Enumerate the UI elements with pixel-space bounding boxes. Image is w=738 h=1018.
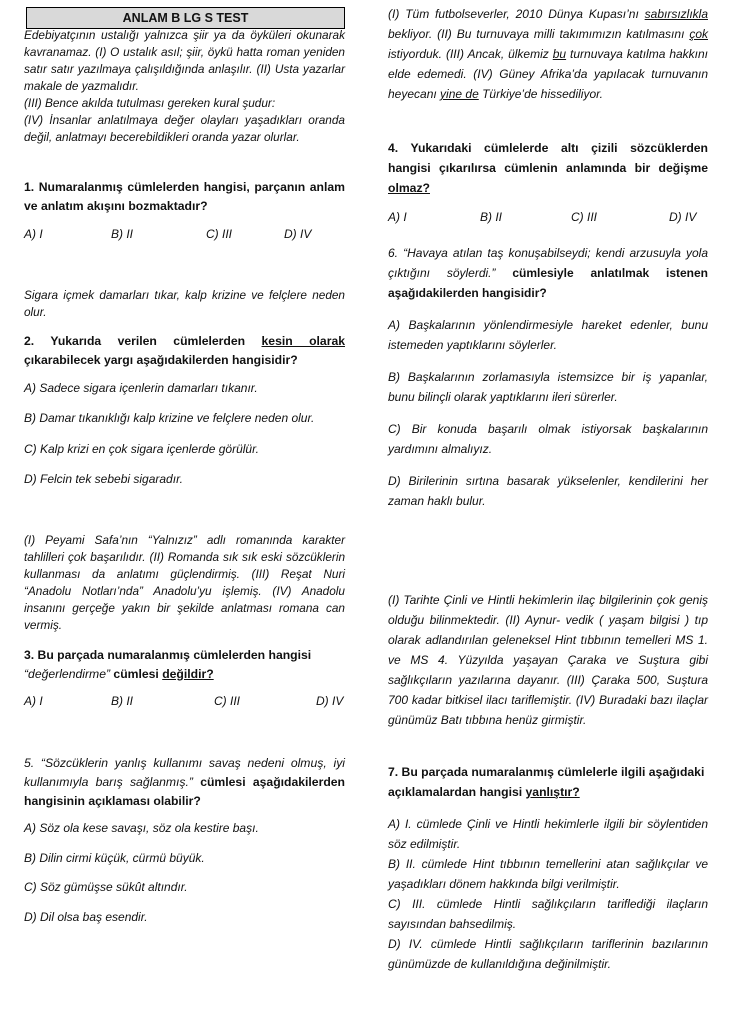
- question-3-line1: 3. Bu parçada numaralanmış cümlelerden hangisi: [24, 648, 312, 662]
- question-1-options: [24, 227, 345, 247]
- passage-4-part1: (I) Tüm futbolseverler, 2010 Dünya Kupası’nı: [388, 7, 645, 21]
- passage-4-underline-2: çok: [689, 27, 708, 41]
- question-6-option-d[interactable]: D) Birilerinin sırtına basarak yükselenler, kendilerini her zaman haklı bulur.: [388, 474, 708, 508]
- question-3-option-d[interactable]: D) IV: [316, 694, 344, 708]
- question-4-option-d[interactable]: D) IV: [669, 210, 697, 224]
- question-6-option-b[interactable]: B) Başkalarının zorlamasıyla istemsizce bir iş yapanlar, bunu bilinçli olarak yaptıklarını ileri sürerler.: [388, 370, 708, 404]
- question-2-prefix: 2. Yukarıda verilen cümlelerden: [24, 334, 262, 348]
- passage-4-part3: istiyorduk. (III) Ancak, ülkemiz: [388, 47, 553, 61]
- question-3-quote: “değerlendirme”: [24, 667, 111, 681]
- question-6-option-a[interactable]: A) Başkalarının yönlendirmesiyle hareket edenler, bunu istemeden yaptıklarını söylerler.: [388, 318, 708, 352]
- passage-1: [24, 27, 345, 146]
- question-2-underlined: kesin olarak: [261, 334, 346, 348]
- question-2-option-b[interactable]: B) Damar tıkanıklığı kalp krizine ve felçlere neden olur.: [24, 411, 315, 425]
- question-4-underlined: olmaz?: [388, 181, 430, 195]
- passage-3: (I) Peyami Safa’nın “Yalnızız” adlı romanında karakter tahlilleri çok başarılıdır. (II) Romanda sık sık eski sözcüklerin kullanması da anlatımı güçlendirmiş. (III) Reşat Nuri “Anadolu Notları’nda” Anadolu’yu işlemiş. (IV) Anadolu insanını gerçeğe yakın bir şekilde anlatması romana can vermiş.: [24, 533, 345, 632]
- question-4-option-c[interactable]: C) III: [571, 210, 597, 224]
- question-4-body: 4. Yukarıdaki cümlelerde altı çizili sözcüklerden hangisi çıkarılırsa cümlenin anlamında bir değişme: [388, 141, 708, 175]
- question-2-option-c[interactable]: C) Kalp krizi en çok sigara içenlerde görülür.: [24, 442, 259, 456]
- question-3-option-a[interactable]: A) I: [24, 694, 43, 708]
- question-2-option-d[interactable]: D) Felcin tek sebebi sigaradır.: [24, 472, 183, 486]
- question-5-option-b[interactable]: B) Dilin cirmi küçük, cürmü büyük.: [24, 851, 205, 865]
- question-2-option-a[interactable]: A) Sadece sigara içenlerin damarları tıkanır.: [24, 381, 258, 395]
- passage-4-underline-4: yine de: [440, 87, 479, 101]
- question-6-text: [388, 243, 708, 303]
- question-7-option-a[interactable]: A) I. cümlede Çinli ve Hintli hekimlerle ilgili bir söylentiden söz edilmiştir.: [388, 817, 708, 851]
- question-1-option-a[interactable]: A) I: [24, 227, 43, 241]
- question-2-text: [24, 332, 345, 370]
- question-3-option-b[interactable]: B) II: [111, 694, 134, 708]
- question-1-option-d[interactable]: D) IV: [284, 227, 312, 241]
- sentence-2: Sigara içmek damarları tıkar, kalp krizine ve felçlere neden olur.: [24, 288, 345, 319]
- question-3-underlined: değildir?: [162, 667, 214, 681]
- question-5-text: [24, 754, 345, 811]
- passage-1-end: (IV) İnsanlar anlatılmaya değer olayları yaşadıkları oranda değil, anlatmayı becerebildikleri oranda yazar olurlar.: [24, 113, 345, 144]
- question-7-body: 7. Bu parçada numaralanmış cümlelerle ilgili aşağıdaki açıklamalardan hangisi: [388, 765, 705, 799]
- question-1-text: 1. Numaralanmış cümlelerden hangisi, parçanın anlam ve anlatım akışını bozmaktadır?: [24, 180, 345, 213]
- question-3-options: [24, 694, 345, 714]
- question-6-option-c[interactable]: C) Bir konuda başarılı olmak istiyorsak başkalarının yardımını almalıyız.: [388, 422, 708, 456]
- passage-7: (I) Tarihte Çinli ve Hintli hekimlerin ilaç bilgilerinin çok geniş olduğu bilinmektedir. (II) Aynur- vedik ( yaşam bilgisi ) tıp olarak adlandırılan geleneksel Hint tıbbının temelleri MS 1. ve MS 4. Yüzyılda yaşayan Çaraka ve Suştura gibi sağlıkçıların yazılarına dayanır. (III) Çaraka 500, Suştura 700 kadar bitkisel ilacı tariflemiştir. (IV) Buradaki bazı ilaçlar günümüz Batı tıbbına henüz girmiştir.: [388, 593, 708, 727]
- question-1-option-b[interactable]: B) II: [111, 227, 134, 241]
- question-7-option-c[interactable]: C) III. cümlede Hintli sağlıkçıların tariflediği ilaçların sayısından bahsedilmiş.: [388, 897, 708, 931]
- question-5-quote: 5. “Sözcüklerin yanlış kullanımı savaş nedeni olmuş, iyi kullanımıyla barış sağlanmış.”: [24, 756, 345, 789]
- passage-1-rule: (III) Bence akılda tutulması gereken kural şudur:: [24, 96, 276, 110]
- question-3-mid: cümlesi: [110, 667, 163, 681]
- question-4-options: [388, 210, 708, 230]
- passage-1-intro: Edebiyatçının ustalığı yalnızca şiir ya da öyküleri okunarak kavranamaz. (I) O ustalık asıl; şiir, öykü hatta roman yeniden satır satır yazılmaya çalışıldığında anlaşılır. (II) Usta yazarlar makale de yazmalıdır.: [24, 28, 345, 93]
- passage-4-part5: Türkiye’de hissediliyor.: [478, 87, 604, 101]
- test-title: ANLAM B LG S TEST: [26, 7, 345, 29]
- question-6-rest: cümlesiyle anlatılmak istenen aşağıdakilerden hangisidir?: [388, 266, 709, 300]
- question-3-text: [24, 646, 345, 684]
- passage-4: [388, 4, 708, 104]
- question-7-text: [388, 762, 708, 802]
- question-7-option-d[interactable]: D) IV. cümlede Hintli sağlıkçıların tariflerinin bazılarının günümüzde de kullanıldığına değinilmiştir.: [388, 937, 708, 971]
- question-5-rest: cümlesi aşağıdakilerden hangisinin açıklaması olabilir?: [24, 775, 345, 808]
- question-5-option-c[interactable]: C) Söz gümüşse sükût altındır.: [24, 880, 188, 894]
- question-7-underlined: yanlıştır?: [525, 785, 580, 799]
- question-4-option-b[interactable]: B) II: [480, 210, 503, 224]
- question-4-text: [388, 138, 708, 198]
- question-1-option-c[interactable]: C) III: [206, 227, 232, 241]
- question-5-option-a[interactable]: A) Söz ola kese savaşı, söz ola kestire başı.: [24, 821, 259, 835]
- question-4-option-a[interactable]: A) I: [388, 210, 407, 224]
- question-2-suffix: çıkarabilecek yargı aşağıdakilerden hangisidir?: [24, 353, 298, 367]
- question-6-quote: 6. “Havaya atılan taş konuşabilseydi; kendi arzusuyla yola çıktığını söylerdi.”: [388, 246, 708, 280]
- question-3-option-c[interactable]: C) III: [214, 694, 240, 708]
- question-7-option-b[interactable]: B) II. cümlede Hint tıbbının temellerini atan sağlıkçılar ve yaşadıkları dönem hakkında bilgi verilmiştir.: [388, 857, 708, 891]
- passage-4-part4: turnuvaya katılma hakkını elde edemedi. (IV) Güney Afrika’da yapılacak turnuvanın heyecanı: [388, 47, 709, 101]
- passage-4-underline-3: bu: [552, 47, 567, 61]
- question-5-option-d[interactable]: D) Dil olsa baş esendir.: [24, 910, 148, 924]
- passage-4-part2: bekliyor. (II) Bu turnuvaya milli takımımızın katılmasını: [388, 27, 690, 41]
- passage-4-underline-1: sabırsızlıkla: [644, 7, 708, 21]
